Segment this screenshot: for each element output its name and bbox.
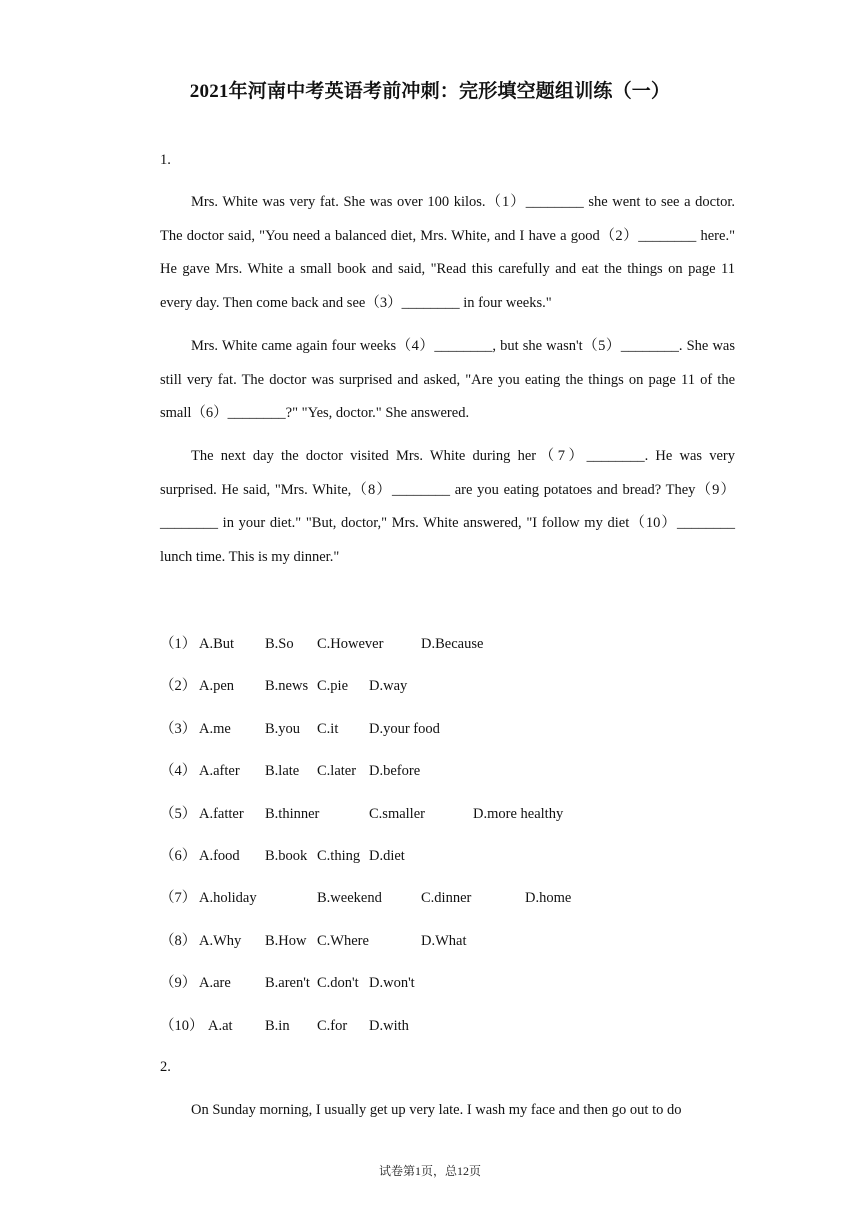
option-c: C.dinner	[421, 890, 472, 907]
option-d: D.home	[525, 890, 572, 907]
option-number: （7）	[160, 890, 197, 907]
option-row	[160, 624, 735, 666]
option-d: D.your food	[369, 720, 440, 737]
option-row	[160, 794, 735, 836]
option-row	[160, 836, 735, 878]
option-number: （6）	[160, 847, 197, 864]
option-d: D.Because	[421, 636, 484, 652]
option-row	[160, 921, 735, 963]
option-c: C.However	[317, 636, 384, 652]
option-b: B.How	[265, 932, 307, 949]
option-d: D.with	[369, 1017, 409, 1034]
option-b: B.late	[265, 763, 300, 780]
option-b: B.aren't	[265, 975, 310, 992]
option-b: B.in	[265, 1017, 290, 1034]
option-a: A.food	[199, 847, 240, 864]
option-d: D.before	[369, 763, 421, 780]
option-a: A.Why	[199, 932, 242, 949]
option-c: C.for	[317, 1017, 348, 1034]
option-number: （1）	[160, 636, 197, 652]
option-c: C.don't	[317, 975, 359, 992]
question-2-number: 2.	[160, 1059, 171, 1075]
option-row	[160, 878, 735, 920]
option-c: C.Where	[317, 932, 369, 949]
option-c: C.later	[317, 763, 357, 780]
option-a: A.are	[199, 975, 231, 992]
option-b: B.news	[265, 678, 309, 695]
question-2-passage	[160, 1094, 735, 1137]
page-title: 2021年河南中考英语考前冲刺：完形填空题组训练（一）	[189, 81, 671, 102]
option-a: A.fatter	[199, 805, 244, 822]
option-number: （3）	[160, 720, 197, 737]
option-number: （2）	[160, 678, 197, 695]
option-d: D.won't	[369, 975, 415, 992]
option-a: A.pen	[199, 678, 235, 695]
option-row	[160, 1006, 735, 1048]
option-row	[160, 709, 735, 751]
page-footer: 试卷第1页，总12页	[378, 1164, 481, 1178]
passage-paragraph: Mrs. White came again four weeks（4）________, but she wasn't（5）________. She was still very fat. The doctor was surprised and asked, "Are you eating the things on page 11 of the small（6）________?" "Yes, doctor." She answered.	[160, 337, 735, 422]
question-1-options	[160, 624, 735, 1048]
passage-paragraph: The next day the doctor visited Mrs. White during her（7）________. He was very surprised. He said, "Mrs. White,（8）________ are you eating potatoes and bread? They（9）________ in your diet." "But, doctor," Mrs. White answered, "I follow my diet（10）________ lunch time. This is my dinner."	[160, 447, 735, 566]
option-number: （8）	[160, 932, 197, 949]
option-c: C.thing	[317, 847, 361, 864]
option-b: B.book	[265, 847, 308, 864]
option-d: D.What	[421, 932, 467, 949]
option-d: D.diet	[369, 847, 405, 864]
option-a: A.holiday	[199, 890, 257, 907]
option-b: B.thinner	[265, 805, 320, 822]
option-number: （4）	[160, 763, 197, 780]
option-c: C.it	[317, 720, 339, 737]
option-c: C.smaller	[369, 805, 425, 822]
option-row	[160, 751, 735, 793]
option-row	[160, 963, 735, 1005]
option-b: B.So	[265, 636, 294, 652]
passage-paragraph: On Sunday morning, I usually get up very late. I wash my face and then go out to do	[191, 1102, 682, 1118]
question-1-number: 1.	[160, 152, 171, 168]
option-a: A.me	[199, 720, 231, 737]
option-b: B.weekend	[317, 890, 382, 907]
option-b: B.you	[265, 720, 301, 737]
option-row	[160, 666, 735, 708]
option-number: （5）	[160, 805, 197, 822]
option-c: C.pie	[317, 678, 349, 695]
option-a: A.after	[199, 763, 240, 780]
question-1-passage	[160, 186, 735, 584]
option-number: （10）	[160, 1017, 204, 1034]
option-a: A.But	[199, 636, 235, 652]
option-d: D.way	[369, 678, 408, 695]
option-a: A.at	[208, 1017, 233, 1034]
option-number: （9）	[160, 975, 197, 992]
option-d: D.more healthy	[473, 805, 564, 822]
passage-paragraph: Mrs. White was very fat. She was over 100 kilos.（1）________ she went to see a doctor. The doctor said, "You need a balanced diet, Mrs. White, and I have a good（2）________ here." He gave Mrs. White a small book and said, "Read this carefully and eat the things on page 11 every day. Then come back and see（3）________ in four weeks."	[160, 194, 735, 312]
